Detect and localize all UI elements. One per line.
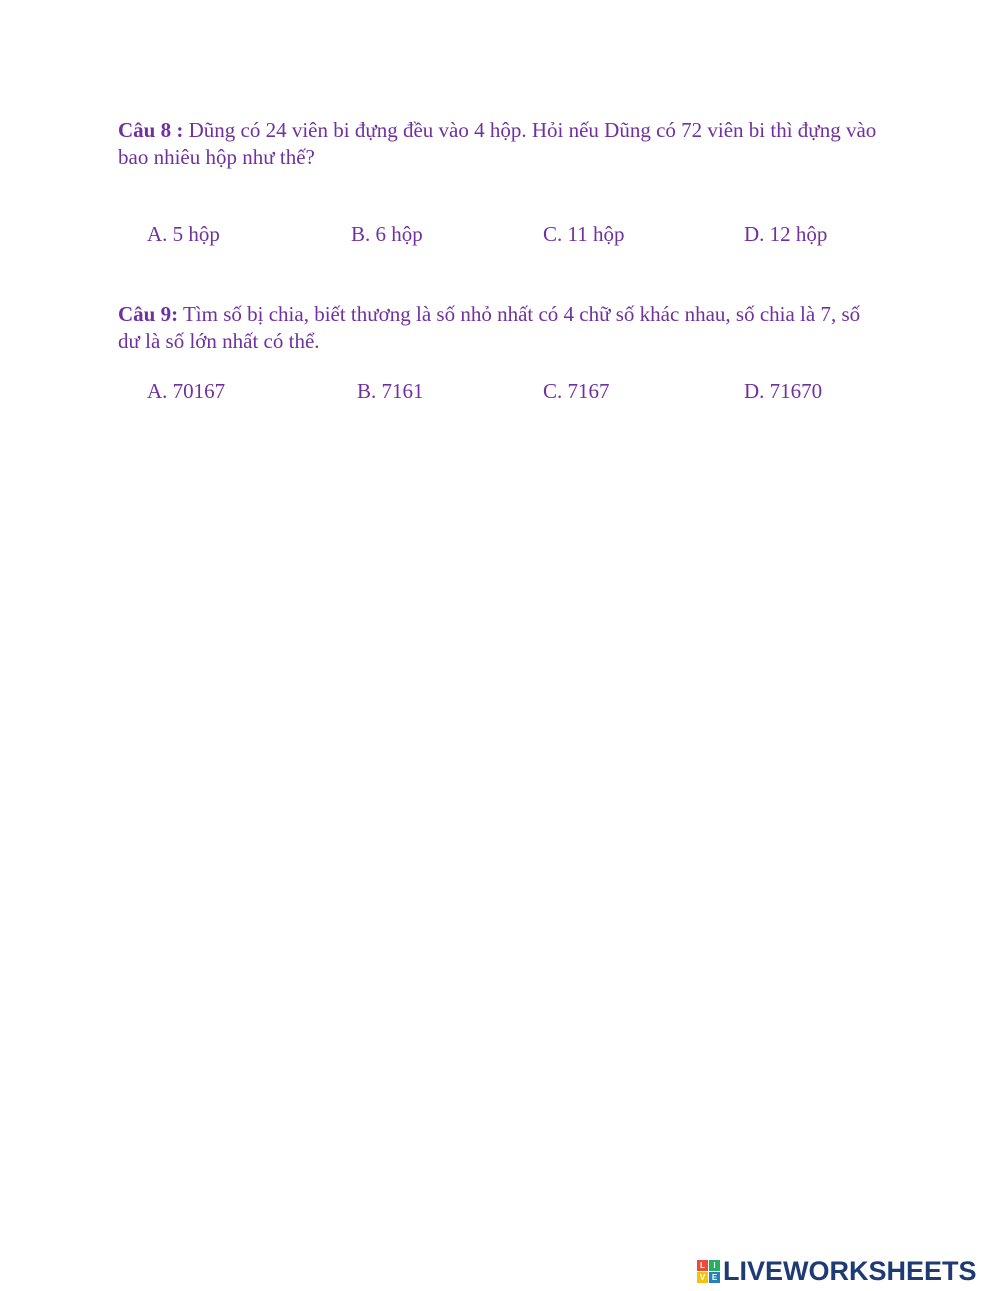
logo-text: LIVEWORKSHEETS (723, 1255, 977, 1286)
option-b[interactable]: B. 6 hộp (351, 222, 423, 246)
option-a[interactable]: A. 70167 (147, 379, 226, 403)
question-9 (118, 301, 878, 355)
option-d[interactable]: D. 12 hộp (744, 222, 828, 246)
option-c[interactable]: C. 11 hộp (543, 222, 625, 246)
question-text: Tìm số bị chia, biết thương là số nhỏ nhất có 4 chữ số khác nhau, số chia là 7, số dư là số lớn nhất có thể. (118, 302, 861, 353)
question-8-options (0, 222, 1000, 252)
liveworksheets-logo (697, 1253, 977, 1289)
question-text: Dũng có 24 viên bi đựng đều vào 4 hộp. Hỏi nếu Dũng có 72 viên bi thì đựng vào bao nhiêu hộp như thế? (118, 118, 877, 169)
question-label: Câu 8 : (118, 118, 184, 142)
question-9-options (0, 379, 1000, 409)
question-label: Câu 9: (118, 302, 179, 326)
option-a[interactable]: A. 5 hộp (147, 222, 220, 246)
logo-mark-icon: L I V E (697, 1260, 720, 1283)
option-b[interactable]: B. 7161 (357, 379, 424, 403)
option-d[interactable]: D. 71670 (744, 379, 823, 403)
option-c[interactable]: C. 7167 (543, 379, 610, 403)
question-8 (118, 117, 878, 171)
